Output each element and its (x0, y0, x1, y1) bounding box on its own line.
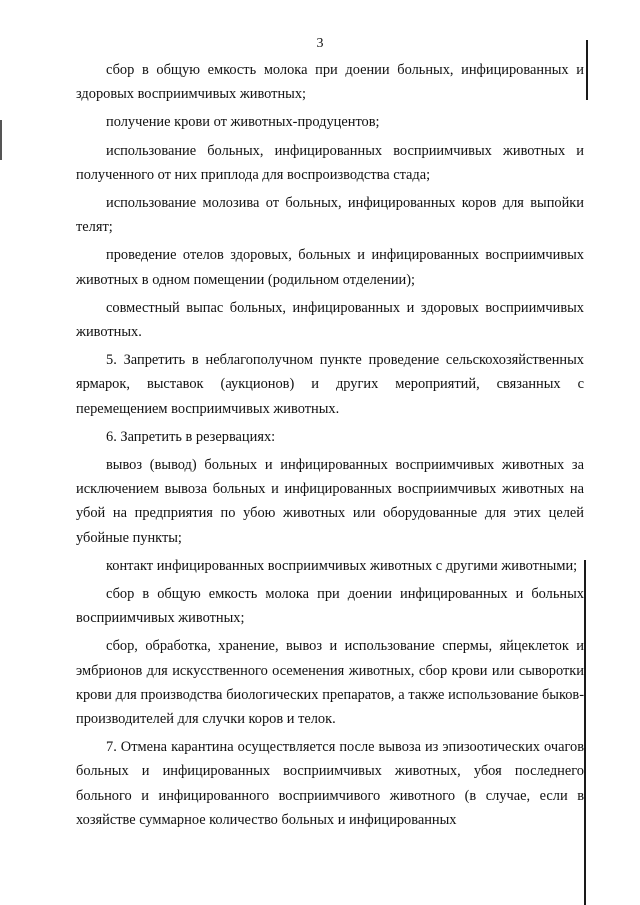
scan-mark-left (0, 120, 2, 160)
paragraph-blood-collection: получение крови от животных-продуцентов; (106, 114, 380, 131)
paragraph-colostrum-use: использование молозива от больных, инфицированных коров для выпойки телят; (76, 195, 584, 236)
paragraph-contact-ban: контакт инфицированных восприимчивых животных с другими животными; (106, 557, 578, 574)
paragraph-breeding-use: использование больных, инфицированных восприимчивых животных и полученного от них приплода для воспроизводства стада; (76, 142, 584, 183)
paragraph-joint-grazing: совместный выпас больных, инфицированных и здоровых восприимчивых животных. (76, 299, 584, 341)
scan-edge-right-top (586, 40, 588, 100)
paragraph-sperm-embryos: сбор, обработка, хранение, вывоз и использование спермы, яйцеклеток и эмбрионов для искусственного осеменения животных, сбор крови или сыворотки крови для производства биологических препаратов, а также использование быков-производителей для случки коров и телок. (76, 638, 584, 728)
paragraph-item-6-heading: 6. Запретить в резервациях: (106, 428, 276, 445)
paragraph-item-7: 7. Отмена карантина осуществляется после вывоза из эпизоотических очагов больных и инфицированных восприимчивых животных, убоя последнего больного и инфицированного восприимчивого животного (в случае, если в хозяйстве суммарное количество больных и инфицированных (76, 739, 584, 828)
paragraph-item-5: 5. Запретить в неблагополучном пункте проведение сельскохозяйственных ярмарок, выставок (аукционов) и других мероприятий, связанных с перемещением восприимчивых животных. (76, 352, 584, 417)
paragraph-export-ban: вывоз (вывод) больных и инфицированных восприимчивых животных за исключением вывоза больных и инфицированных восприимчивых животных на убой на предприятия по убою животных или оборудованные для этих целей убойные пункты; (76, 457, 584, 546)
page-number: 3 (316, 36, 324, 51)
paragraph-milk-infected: сбор в общую емкость молока при доении инфицированных и больных восприимчивых животных; (76, 586, 584, 627)
paragraph-calving: проведение отелов здоровых, больных и инфицированных восприимчивых животных в одном помещении (родильном отделении); (76, 247, 584, 288)
scan-edge-right-bottom (584, 560, 586, 905)
paragraph-milk-collection: сбор в общую емкость молока при доении больных, инфицированных и здоровых восприимчивых животных; (76, 62, 584, 103)
document-body (76, 58, 584, 832)
